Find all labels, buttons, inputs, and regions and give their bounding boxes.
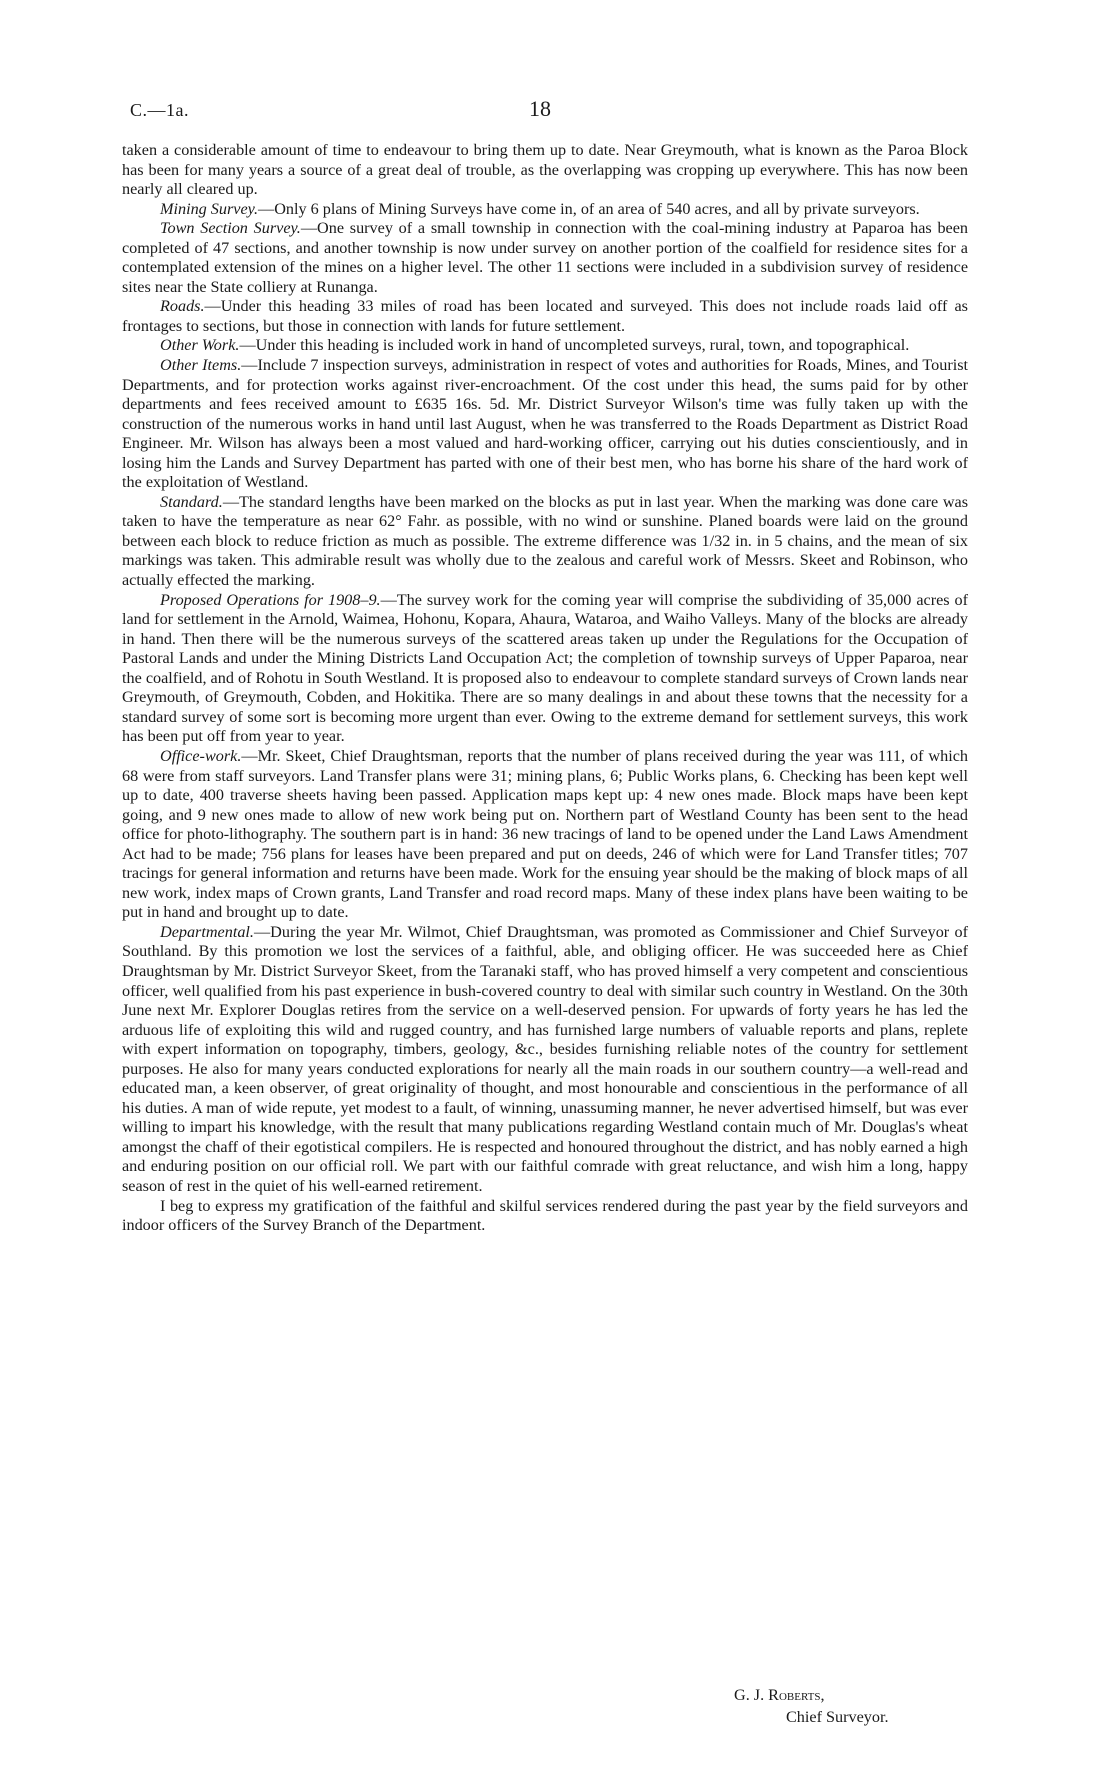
signature-title: Chief Surveyor. <box>786 1708 889 1726</box>
paragraph-text: —Include 7 inspection surveys, administration in respect of votes and authorities for Roads, Mines, and Tourist Departments, and for protection works against river-encroachment. Of the cost under this head, the sums paid for by other departments and fees received amount to £635 16s. 5d. Mr. District Surveyor Wilson's time was fully taken up with the construction of the numerous works in hand until last August, when he was transferred to the Roads Department as District Road Engineer. Mr. Wilson has always been a most valued and hard-working officer, carrying out his duties conscientiously, and in losing him the Lands and Survey Department has parted with one of their best men, who has borne his share of the hard work of the exploitation of Westland. <box>122 356 968 492</box>
paragraph-other-work <box>122 336 968 356</box>
paragraph-office-work <box>122 747 968 923</box>
paragraph-text: —During the year Mr. Wilmot, Chief Draughtsman, was promoted as Commissioner and Chief Surveyor of Southland. By this promotion we lost the services of a faithful, able, and obliging officer. He was succeeded here as Chief Draughtsman by Mr. District Surveyor Skeet, from the Taranaki staff, who has proved himself a very competent and conscientious officer, well qualified from his past experience in bush-covered country to deal with similar such country in Westland. On the 30th June next Mr. Explorer Douglas retires from the service on a well-deserved pension. For upwards of forty years he has led the arduous life of exploiting this wild and rugged country, and has furnished large numbers of valuable reports and plans, replete with expert information on topography, timbers, geology, &c., besides furnishing reliable notes of the country for settlement purposes. He also for many years conducted explorations for nearly all the main roads in our southern country—a well-read and educated man, a keen observer, of great originality of thought, and most honourable and conscientious in the performance of all his duties. A man of wide repute, yet modest to a fault, of winning, unassuming manner, he never advertised himself, but was ever willing to impart his knowledge, with the result that many publications regarding Westland contain much of Mr. Douglas's wheat amongst the chaff of their egotistical compilers. He is respected and honoured throughout the district, and has nobly earned a high and enduring position on our official roll. We part with our faithful comrade with great reluctance, and wish him a long, happy season of rest in the quiet of his well-earned retirement. <box>122 922 968 1195</box>
page-header <box>122 96 968 126</box>
paragraph-town-section-survey <box>122 219 968 297</box>
paragraph-text: —The survey work for the coming year will comprise the subdividing of 35,000 acres of land for settlement in the Arnold, Waimea, Hohonu, Kopara, Ahaura, Wataroa, and Waiho Valleys. Many of the blocks are already in hand. Then there will be the numerous surveys of the scattered areas taken up under the Regulations for the Occupation of Pastoral Lands and under the Mining Districts Land Occupation Act; the completion of township surveys of Upper Paparoa, near the coalfield, and of Rohotu in South Westland. It is proposed also to endeavour to complete standard surveys of Crown lands near Greymouth, of Greymouth, Cobden, and Hokitika. There are so many dealings in and about these towns that the necessity for a standard survey of some sort is becoming more urgent than ever. Owing to the extreme demand for settlement surveys, this work has been put off from year to year. <box>122 590 968 746</box>
paragraph-closing <box>122 1197 968 1236</box>
paragraph-text: —One survey of a small township in connection with the coal-mining industry at Paparoa has been completed of 47 sections, and another township is now under survey on another portion of the coalfield for residence sites for a contemplated extension of the mines on a higher level. The other 11 sections were included in a subdivision survey of residence sites near the State colliery at Runanga. <box>122 219 968 296</box>
report-body <box>122 141 968 1236</box>
paragraph-text: I beg to express my gratification of the faithful and skilful services rendered during the past year by the field surveyors and indoor officers of the Survey Branch of the Department. <box>122 1196 968 1235</box>
paragraph-heading: Proposed Operations for 1908–9. <box>160 590 381 609</box>
paragraph-heading: Departmental. <box>160 922 254 941</box>
paragraph-heading: Other Work. <box>160 336 240 355</box>
paragraph-other-items <box>122 356 968 493</box>
paragraph-heading: Standard. <box>160 492 223 511</box>
paragraph-text: —Only 6 plans of Mining Surveys have come in, of an area of 540 acres, and all by private surveyors. <box>258 199 920 218</box>
page-number: 18 <box>529 96 551 121</box>
paragraph-heading: Town Section Survey. <box>160 219 301 238</box>
paragraph-text: taken a considerable amount of time to endeavour to bring them up to date. Near Greymouth, what is known as the Paroa Block has been for many years a source of a great deal of trouble, as the overlapping was cropping up everywhere. This has now been nearly all cleared up. <box>122 141 968 199</box>
paragraph-text: —Under this heading 33 miles of road has been located and surveyed. This does not include roads laid off as frontages to sections, but those in connection with lands for future settlement. <box>122 297 968 335</box>
paragraph-heading: Office-work. <box>160 746 242 765</box>
paragraph-roads <box>122 297 968 336</box>
paragraph-heading: Roads. <box>160 297 205 316</box>
paragraph-text: —Under this heading is included work in hand of uncompleted surveys, rural, town, and topographical. <box>239 336 910 355</box>
paragraph-continuation <box>122 141 968 200</box>
paragraph-standard <box>122 493 968 591</box>
paragraph-text: —Mr. Skeet, Chief Draughtsman, reports that the number of plans received during the year was 111, of which 68 were from staff surveyors. Land Transfer plans were 31; mining plans, 6; Public Works plans, 6. Checking has been kept well up to date, 400 traverse sheets having been passed. Application maps kept up: 4 new ones made. Block maps have been kept going, and 9 new ones made to allow of new work being put on. Northern part of Westland County has been sent to the head office for photo-lithography. The southern part is in hand: 36 new tracings of land to be opened under the Land Laws Amendment Act had to be made; 756 plans for leases have been prepared and put on deeds, 246 of which were for Land Transfer titles; 707 tracings for general information and returns have been made. Work for the ensuing year should be the making of block maps of all new work, index maps of Crown grants, Land Transfer and road record maps. Many of these index plans have been waiting to be put in hand and brought up to date. <box>122 746 968 922</box>
paragraph-heading: Other Items. <box>160 356 242 375</box>
paragraph-proposed-operations <box>122 591 968 747</box>
document-reference: C.—1a. <box>130 100 189 120</box>
paragraph-text: —The standard lengths have been marked on the blocks as put in last year. When the marking was done care was taken to have the temperature as near 62° Fahr. as possible, with no wind or sunshine. Planed boards were laid on the ground between each block to reduce friction as much as possible. The extreme difference was 1/32 in. in 5 chains, and the mean of six markings was taken. This admirable result was wholly due to the zealous and careful work of Messrs. Skeet and Robinson, who actually effected the marking. <box>122 492 968 590</box>
paragraph-departmental <box>122 923 968 1197</box>
signature-name: G. J. Roberts, <box>734 1686 825 1704</box>
paragraph-heading: Mining Survey. <box>160 199 259 218</box>
paragraph-mining-survey <box>122 200 968 220</box>
